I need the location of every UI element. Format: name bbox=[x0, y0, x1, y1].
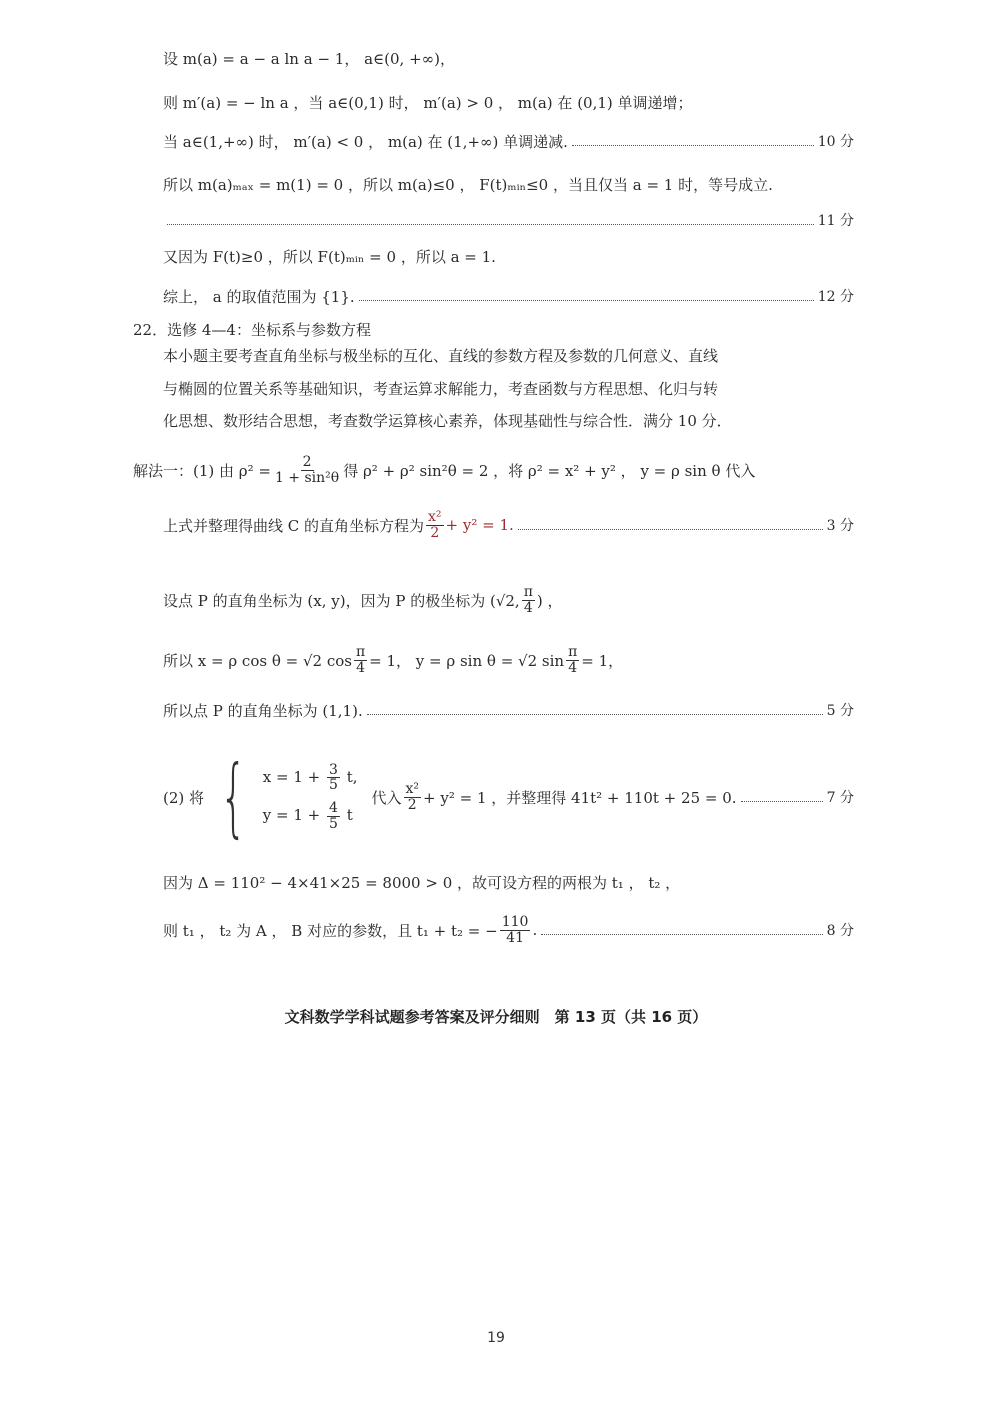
solution-line-2: 上式并整理得曲线 C 的直角坐标方程为 $\frac{\text{x²}}{2}$ + y² = 1. 3 分 bbox=[163, 508, 854, 541]
solution-line-1: 解法一：(1) 由 ρ² = $\frac{2}{\text{1 + sin²θ}}$ 得 ρ² + ρ² sin²θ = 2 ，将 ρ² = x² + y² ， y = ρ sin θ 代入 bbox=[133, 453, 756, 486]
system-row-y: y = 1 + $\frac{4}{5}$ t bbox=[262, 800, 353, 832]
score-10: 10 分 bbox=[817, 134, 854, 150]
score-7: 7 分 bbox=[826, 790, 854, 806]
fraction-pi-over-4: $\frac{\pi}{4}$ bbox=[568, 643, 578, 676]
leader-dots bbox=[572, 145, 814, 146]
fraction-pi-over-4: $\frac{\pi}{4}$ bbox=[523, 583, 533, 616]
leader-dots bbox=[367, 714, 823, 715]
fraction-110-41: $\frac{110}{41}$ bbox=[501, 913, 529, 946]
line-conclusion: 综上， a 的取值范围为 {1}. 12 分 bbox=[163, 287, 854, 306]
fraction-x2-over-2: $\frac{\text{x²}}{2}$ bbox=[428, 508, 442, 541]
leader-dots bbox=[541, 934, 822, 935]
line-f-min: 又因为 F(t)≥0 ，所以 F(t)ₘᵢₙ = 0 ，所以 a = 1. bbox=[163, 247, 496, 266]
q22-intro-3: 化思想、数形结合思想，考查数学运算核心素养，体现基础性与综合性．满分 10 分． bbox=[163, 411, 732, 430]
line-max-value: 所以 m(a)ₘₐₓ = m(1) = 0 ，所以 m(a)≤0 ， F(t)ₘᵢₙ≤0 ，当且仅当 a = 1 时，等号成立. bbox=[163, 175, 773, 194]
roots-line: 则 t₁ ， t₂ 为 A ， B 对应的参数，且 t₁ + t₂ = − $\frac{110}{41}$ . 8 分 bbox=[163, 913, 854, 946]
q22-intro-2: 与椭圆的位置关系等基础知识，考查运算求解能力，考查函数与方程思想、化归与转 bbox=[163, 379, 719, 398]
leader-dots bbox=[167, 224, 814, 225]
p-coordinate-line: 所以点 P 的直角坐标为 (1,1). 5 分 bbox=[163, 701, 854, 720]
left-brace: { bbox=[219, 747, 248, 847]
leader-dots bbox=[518, 529, 823, 530]
q22-intro-1: 本小题主要考查直角坐标与极坐标的互化、直线的参数方程及参数的几何意义、直线 bbox=[163, 346, 719, 365]
xy-values-line: 所以 x = ρ cos θ = √2 cos $\frac{\pi}{4}$ = 1， y = ρ sin θ = √2 sin $\frac{\pi}{4}$ = 1， bbox=[163, 643, 624, 676]
score-12: 12 分 bbox=[817, 289, 854, 305]
leader-dots bbox=[359, 300, 814, 301]
leader-dots bbox=[741, 801, 823, 802]
fraction-x2-over-2: $\frac{\text{x²}}{2}$ bbox=[405, 780, 420, 813]
page-number: 19 bbox=[487, 1330, 505, 1346]
score-3: 3 分 bbox=[826, 518, 854, 534]
point-p-line: 设点 P 的直角坐标为 (x, y)，因为 P 的极坐标为 (√2, $\frac{\pi}{4}$ ) ， bbox=[163, 583, 563, 616]
fraction-4-5: $\frac{4}{5}$ bbox=[329, 800, 338, 832]
page-footer: 文科数学学科试题参考答案及评分细则 第 13 页（共 16 页） bbox=[284, 1008, 708, 1026]
line-score-11 bbox=[163, 206, 854, 234]
line-decreasing: 当 a∈(1,+∞) 时， m′(a) < 0 ， m(a) 在 (1,+∞) 单调递减. 10 分 bbox=[163, 132, 854, 151]
score-8: 8 分 bbox=[826, 923, 854, 939]
q22-title: 22．选修 4—4：坐标系与参数方程 bbox=[133, 320, 371, 339]
score-5: 5 分 bbox=[826, 703, 854, 719]
delta-line: 因为 Δ = 110² − 4×41×25 = 8000 > 0 ，故可设方程的两根为 t₁ ， t₂ ， bbox=[163, 873, 681, 892]
parametric-system bbox=[263, 763, 358, 832]
score-11: 11 分 bbox=[817, 213, 854, 229]
fraction-rho: $\frac{2}{\text{1 + sin²θ}}$ bbox=[274, 453, 340, 486]
fraction-3-5: $\frac{3}{5}$ bbox=[328, 761, 338, 794]
system-row-x: x = 1 + $\frac{3}{5}$ t, bbox=[262, 761, 358, 794]
line-m-definition: 设 m(a) = a − a ln a − 1， a∈(0, +∞)， bbox=[163, 49, 455, 68]
fraction-pi-over-4: $\frac{\pi}{4}$ bbox=[355, 643, 366, 676]
part-2-system-line: (2) 将 { x = 1 + $\frac{3}{5}$ t, y = 1 + $\frac{4}{5}$ t 代入 $\frac{\text{x²}}{2}$ + y² = 1 ，并整理得 41t² + 110t + 25 = 0. 7 分 bbox=[163, 747, 854, 847]
line-derivative: 则 m′(a) = − ln a ，当 a∈(0,1) 时， m′(a) > 0 ， m(a) 在 (0,1) 单调递增； bbox=[163, 93, 693, 112]
